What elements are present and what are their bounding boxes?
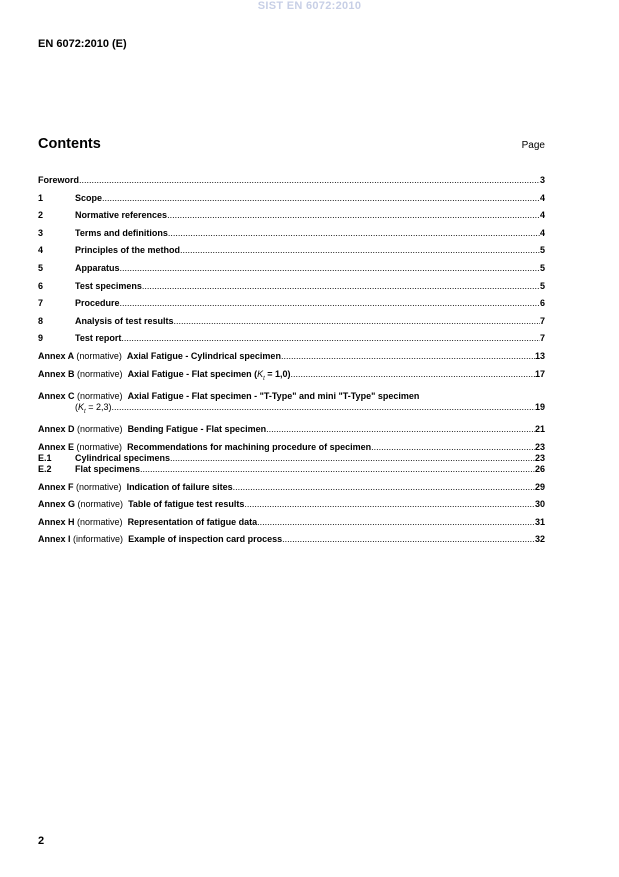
leader-dots (291, 369, 535, 380)
toc-entry-label: Terms and definitions (75, 227, 168, 238)
toc-entry-number: E.1 (38, 452, 52, 463)
annex-type: (normative) (77, 368, 123, 379)
toc-subentry-e2[interactable] (38, 464, 545, 475)
toc-entry-page: 26 (534, 463, 545, 474)
annex-type: (informative) (73, 534, 124, 545)
toc-entry-annex-c[interactable] (38, 391, 545, 418)
toc-entry-label: Axial Fatigue - Cylindrical specimen (126, 350, 281, 361)
toc-entry-page: 29 (534, 481, 545, 492)
annex-id: Annex G (38, 499, 76, 510)
leader-dots (233, 482, 535, 493)
leader-dots (111, 402, 535, 413)
leader-dots (120, 298, 540, 309)
toc-entry-label: Test specimens (75, 280, 142, 291)
toc-entry-clause-5[interactable] (38, 263, 545, 274)
toc-entry-label: Representation of fatigue data (127, 516, 258, 527)
leader-dots (79, 175, 540, 186)
toc-entry-annex-e[interactable] (38, 442, 545, 475)
annex-type: (normative) (77, 390, 123, 401)
leader-dots (142, 281, 540, 292)
toc-entry-number: 2 (38, 210, 44, 221)
annex-type: (normative) (76, 350, 122, 361)
toc-entry-page: 5 (539, 280, 545, 291)
page-number: 2 (38, 835, 45, 847)
annex-id: Annex H (38, 516, 75, 527)
contents-heading: Contents (38, 136, 101, 152)
annex-type: (normative) (77, 499, 124, 510)
toc-entry-page: 6 (539, 298, 545, 309)
toc-entry-label: Normative references (75, 210, 168, 221)
toc-entry-annex-h[interactable] (38, 517, 545, 528)
toc-entry-page: 5 (539, 245, 545, 256)
leader-dots (371, 442, 535, 453)
toc-entry-label: Foreword (38, 175, 80, 185)
leader-dots (180, 245, 540, 256)
toc-entry-foreword[interactable] (38, 175, 545, 186)
leader-dots (257, 517, 535, 528)
leader-dots (167, 210, 540, 221)
toc-entry-annex-f[interactable] (38, 482, 545, 493)
toc-entry-annex-d[interactable] (38, 424, 545, 435)
toc-entry-label: Principles of the method (75, 245, 181, 256)
leader-dots (266, 424, 535, 435)
annex-id: Annex F (38, 481, 74, 492)
annex-type: (normative) (77, 424, 123, 435)
leader-dots (174, 316, 540, 327)
annex-id: Annex D (38, 424, 75, 435)
toc-entry-page: 23 (534, 452, 545, 463)
annex-id: Annex E (38, 441, 75, 452)
leader-dots (282, 534, 535, 545)
leader-dots (170, 453, 535, 464)
leader-dots (121, 333, 540, 344)
table-of-contents (38, 175, 545, 552)
leader-dots (140, 464, 535, 475)
leader-dots (120, 263, 540, 274)
leader-dots (281, 351, 535, 362)
annex-type: (normative) (76, 481, 122, 492)
annex-id: Annex I (38, 534, 71, 545)
toc-entry-label: Recommendations for machining procedure of specimen (127, 441, 372, 452)
toc-entry-page: 21 (534, 424, 545, 435)
toc-entry-label: Example of inspection card process (128, 534, 283, 545)
toc-entry-number: 7 (38, 298, 44, 309)
toc-entry-page: 4 (539, 192, 545, 203)
toc-entry-number: 9 (38, 333, 44, 344)
toc-entry-label: Apparatus (75, 262, 120, 273)
toc-entry-clause-2[interactable] (38, 210, 545, 221)
toc-entry-label-continued: $(K_t = 2,3)$ (75, 401, 112, 415)
toc-entry-page: 17 (534, 368, 545, 379)
toc-entry-number: 6 (38, 280, 44, 291)
toc-entry-clause-7[interactable] (38, 298, 545, 309)
toc-entry-number: 5 (38, 262, 44, 273)
toc-entry-label: Cylindrical specimens (75, 452, 171, 463)
toc-entry-page: 5 (539, 262, 545, 273)
toc-entry-page: 30 (534, 499, 545, 510)
toc-entry-number: 4 (38, 245, 44, 256)
kt-symbol: K (78, 401, 85, 412)
toc-entry-page: 13 (534, 350, 545, 361)
toc-entry-label: Axial Fatigue - Flat specimen $(K_t = 1,0)$ (127, 368, 291, 382)
toc-entry-page: 4 (539, 210, 545, 221)
annex-type: (normative) (76, 441, 123, 452)
kt-subscript: t (84, 408, 86, 415)
toc-entry-label: Analysis of test results (75, 315, 174, 326)
toc-entry-page: 4 (539, 227, 545, 238)
toc-entry-clause-9[interactable] (38, 333, 545, 344)
document-reference: EN 6072:2010 (E) (38, 38, 127, 50)
annex-id: Annex C (38, 390, 75, 401)
toc-entry-clause-6[interactable] (38, 281, 545, 292)
watermark: SIST EN 6072:2010 (257, 0, 362, 12)
toc-entry-label: Procedure (75, 298, 120, 309)
toc-entry-label: Bending Fatigue - Flat specimen (127, 424, 267, 435)
toc-entry-page: 23 (534, 441, 545, 452)
page-column-label: Page (521, 140, 545, 151)
leader-dots (168, 228, 540, 239)
toc-entry-label: Table of fatigue test results (128, 499, 245, 510)
toc-entry-annex-a[interactable] (38, 351, 545, 362)
toc-entry-page: 3 (539, 175, 545, 185)
toc-entry-number: 3 (38, 227, 44, 238)
toc-entry-label: Scope (75, 192, 103, 203)
toc-entry-annex-b[interactable] (38, 369, 545, 385)
toc-entry-label: Axial Fatigue - Flat specimen - "T-Type" and mini "T-Type" specimen (127, 390, 420, 401)
toc-entry-label: Test report (75, 333, 122, 344)
annex-id: Annex A (38, 350, 74, 361)
leader-dots (244, 499, 535, 510)
toc-entry-label: Flat specimens (75, 463, 141, 474)
toc-entry-page: 32 (534, 534, 545, 545)
toc-entry-label: Indication of failure sites (126, 481, 233, 492)
toc-entry-number: E.2 (38, 463, 52, 474)
kt-subscript: t (263, 375, 265, 382)
toc-entry-number: 1 (38, 192, 44, 203)
toc-entry-page: 7 (539, 315, 545, 326)
toc-entry-page: 31 (534, 516, 545, 527)
kt-symbol: K (257, 368, 264, 379)
toc-entry-page: 19 (534, 401, 545, 412)
toc-entry-annex-g[interactable] (38, 499, 545, 510)
toc-subentry-e1[interactable] (38, 453, 545, 464)
toc-entry-clause-3[interactable] (38, 228, 545, 239)
toc-entry-clause-4[interactable] (38, 245, 545, 256)
toc-entry-annex-i[interactable] (38, 534, 545, 545)
annex-type: (normative) (77, 516, 123, 527)
leader-dots (102, 193, 540, 204)
toc-entry-number: 8 (38, 315, 44, 326)
annex-id: Annex B (38, 368, 75, 379)
toc-entry-clause-8[interactable] (38, 316, 545, 327)
toc-entry-clause-1[interactable] (38, 193, 545, 204)
toc-entry-page: 7 (539, 333, 545, 344)
